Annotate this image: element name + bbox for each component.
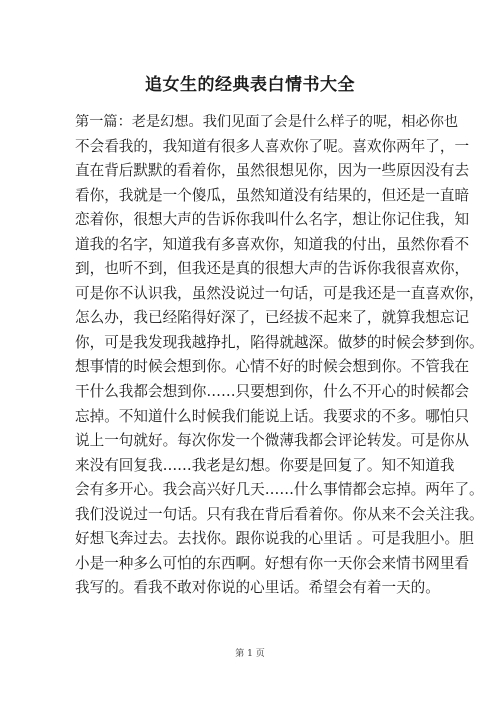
page-number: 第 1 页: [235, 649, 265, 659]
document-title: 追女生的经典表白情书大全: [145, 75, 355, 95]
body-line: 怎么办，我已经陷得好深了，已经拔不起来了，就算我想忘记: [75, 309, 470, 327]
body-line: 可是你不认识我，虽然没说过一句话，可是我还是一直喜欢你，: [75, 284, 484, 302]
body-line: 到，也听不到，但我还是真的很想大声的告诉你我很喜欢你，: [75, 260, 470, 278]
body-line: 我写的。看我不敢对你说的心里话。希望会有着一天的。: [75, 579, 440, 597]
body-line: 恋着你，很想大声的告诉你我叫什么名字，想让你记住我，知: [75, 211, 470, 229]
body-line: 我们没说过一句话。只有我在背后看着你。你从来不会关注我。: [75, 505, 484, 523]
body-line: 会有多开心。我会高兴好几天……什么事情都会忘掉。两年了。: [75, 481, 484, 499]
body-line: 直在背后默默的看着你，虽然很想见你，因为一些原因没有去: [75, 162, 470, 180]
document-body: [75, 110, 484, 601]
body-line: 道我的名字，知道我有多喜欢你，知道我的付出，虽然你看不: [75, 235, 470, 253]
body-line: 小是一种多么可怕的东西啊。好想有你一天你会来情书网里看: [75, 554, 470, 572]
body-line: 说上一句就好。每次你发一个微薄我都会评论转发。可是你从: [75, 432, 470, 450]
body-line: 你，可是我发现我越挣扎，陷得就越深。做梦的时候会梦到你。: [75, 333, 484, 351]
body-line: 忘掉。不知道什么时候我们能说上话。我要求的不多。哪怕只: [75, 407, 470, 425]
body-line: 不会看我的，我知道有很多人喜欢你了呢。喜欢你两年了，一: [75, 137, 470, 155]
body-line: 干什么我都会想到你……只要想到你，什么不开心的时候都会: [75, 383, 470, 401]
body-line: 看你，我就是一个傻瓜，虽然知道没有结果的，但还是一直暗: [75, 186, 470, 204]
body-line: 好想飞奔过去。去找你。跟你说我的心里话 。可是我胆小。胆: [75, 530, 474, 548]
body-line: 第一篇：老是幻想。我们见面了会是什么样子的呢，相必你也: [75, 114, 459, 130]
body-line: 来没有回复我……我老是幻想。你要是回复了。知不知道我: [75, 456, 455, 474]
body-line: 想事情的时候会想到你。心情不好的时候会想到你。不管我在: [75, 358, 470, 376]
